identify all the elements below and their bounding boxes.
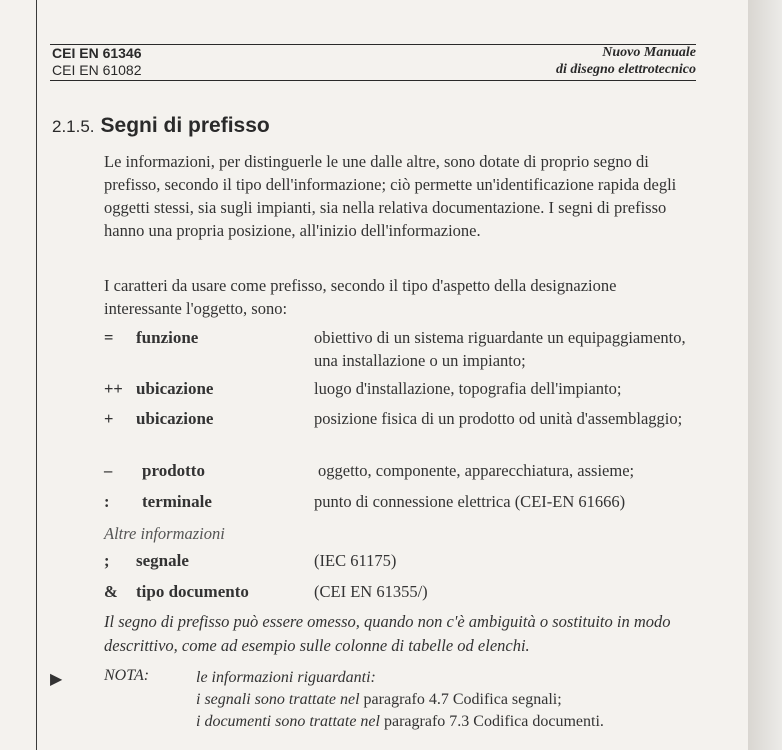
- header-standard-1: CEI EN 61346: [52, 45, 142, 61]
- prefix-description: posizione fisica di un prodotto od unità d'assemblaggio;: [314, 409, 683, 428]
- other-symbol: ;: [104, 551, 110, 570]
- prefix-row-terminale: [104, 490, 704, 514]
- other-row-segnale: [104, 549, 704, 573]
- paragraph-prefix-list-intro: I caratteri da usare come prefisso, secondo il tipo d'aspetto della designazione interessante l'oggetto, sono:: [104, 276, 617, 318]
- prefix-description: obiettivo di un sistema riguardante un equipaggiamento, una installazione o un impianto;: [314, 328, 686, 370]
- margin-line: [36, 0, 37, 750]
- nota-line-3: [196, 711, 686, 733]
- other-description: (IEC 61175): [314, 551, 397, 570]
- nota-line-1: le informazioni riguardanti:: [196, 669, 376, 686]
- page-edge-shadow: [748, 0, 782, 750]
- nota-line-3-italic: i documenti sono trattate nel: [196, 713, 380, 730]
- other-symbol: &: [104, 582, 118, 601]
- prefix-term: ubicazione: [136, 379, 214, 398]
- header-book-title: Nuovo Manuale: [602, 45, 696, 60]
- prefix-symbol: –: [104, 461, 113, 480]
- nota-text: [196, 667, 686, 733]
- other-term: tipo documento: [136, 582, 249, 601]
- header-bottom-rule: [50, 80, 696, 81]
- italic-note: Il segno di prefisso può essere omesso, quando non c'è ambiguità o sostituito in modo descrittivo, come ad esempio sulle colonne di tabelle od elenchi.: [104, 612, 671, 655]
- nota-line-2: [196, 689, 686, 711]
- prefix-row-ubicazione-2: [104, 407, 704, 453]
- section-heading: [52, 114, 270, 138]
- nota-line-3-rest: paragrafo 7.3 Codifica documenti.: [383, 713, 604, 730]
- header-standard-2: CEI EN 61082: [52, 62, 142, 78]
- nota-line-2-rest: paragrafo 4.7 Codifica segnali;: [363, 691, 562, 708]
- prefix-description: luogo d'installazione, topografia dell'impianto;: [314, 379, 622, 398]
- prefix-row-funzione: [104, 326, 704, 372]
- prefix-description: oggetto, componente, apparecchiatura, assieme;: [318, 461, 635, 480]
- prefix-row-ubicazione-1: [104, 377, 704, 401]
- other-row-tipo-documento: [104, 580, 704, 604]
- prefix-symbol: :: [104, 492, 110, 511]
- nota-line-2-italic: i segnali sono trattate nel: [196, 691, 360, 708]
- triangle-arrow-icon: ▶: [50, 671, 63, 688]
- other-info-label: Altre informazioni: [104, 524, 225, 543]
- prefix-term: terminale: [142, 492, 212, 511]
- nota-label: NOTA:: [104, 667, 150, 684]
- prefix-symbol: +: [104, 409, 114, 428]
- other-term: segnale: [136, 551, 189, 570]
- prefix-term: ubicazione: [136, 409, 214, 428]
- section-number: 2.1.5.: [52, 117, 95, 136]
- paragraph-intro: Le informazioni, per distinguerle le une dalle altre, sono dotate di proprio segno di prefisso, secondo il tipo dell'informazione; ciò permette un'identificazione rapida degli oggetti stessi, sia sugli impianti, sia nella relativa documentazione. I segni di prefisso hanno una propria posizione, all'inizio dell'informazione.: [104, 152, 677, 240]
- prefix-description: punto di connessione elettrica (CEI-EN 61666): [314, 492, 626, 511]
- prefix-term: prodotto: [142, 461, 205, 480]
- other-description: (CEI EN 61355/): [314, 582, 428, 601]
- prefix-symbol: =: [104, 328, 114, 347]
- header-book-subtitle: di disegno elettrotecnico: [556, 62, 696, 77]
- section-title: Segni di prefisso: [100, 114, 270, 137]
- prefix-term: funzione: [136, 328, 199, 347]
- prefix-row-prodotto: [104, 459, 704, 483]
- prefix-symbol: ++: [104, 379, 123, 398]
- header-top-rule: [50, 44, 696, 45]
